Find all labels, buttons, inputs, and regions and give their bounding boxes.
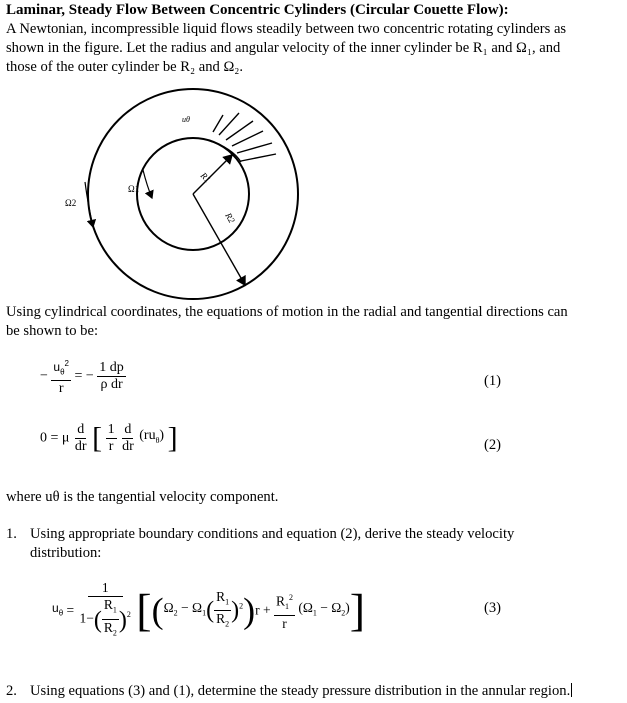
equation-3: $u_\theta$ = 1 1−( $\frac{R_1}{R_2}$ )$^2$ [($\Omega_2 - \Omega_1$( $\frac{R_1}{R_2}$ )$^2$)r + $\frac{R_1^2}{r}$ $(\Omega_1 - \Omega_2)$] [52,580,366,638]
velocity-profile-lines [210,113,276,162]
omega1-label: Ω1 [128,184,140,194]
r2-label: R2 [223,211,237,225]
u-theta-label: uθ [182,115,190,124]
problem-title: Laminar, Steady Flow Between Concentric Cylinders (Circular Couette Flow): [6,2,509,18]
equation-2: 0 = μ $\frac{d}{dr}$ [ $\frac{1}{r}$ $\frac{d}{dr}$ $(ru_\theta)$ ] [40,421,178,455]
omega2-label: Ω2 [65,198,77,208]
question-2-text [30,682,626,700]
where-text: where uθ is the tangential velocity component. [6,489,279,505]
equation-3-number: (3) [484,600,502,616]
r2-arrow [193,194,245,285]
r1-arrow [193,155,232,194]
question-2-number: 2. [6,683,17,699]
omega1-arrow [143,170,152,198]
equation-2-number: (2) [484,437,502,453]
text-cursor [571,683,572,697]
motion-text-line-2: be shown to be: [6,323,99,339]
intro-line-1: A Newtonian, incompressible liquid flows steadily between two concentric rotating cylinders as [6,21,567,37]
question-1-line-1: Using appropriate boundary conditions and equation (2), derive the steady velocity [30,526,515,542]
r1-label: R1 [198,170,213,185]
concentric-cylinders-figure [60,80,320,300]
question-2-text-content: Using equations (3) and (1), determine the steady pressure distribution in the annular region. [30,683,571,699]
intro-line-2: shown in the figure. Let the radius and angular velocity of the inner cylinder be R₁ and Ω₁, and [6,40,561,56]
question-1-number: 1. [6,526,17,542]
equation-1: − $\frac{u_\theta^2}{r}$ = − $\frac{1 dp}{\text{ρ dr}}$ [40,356,126,397]
question-1-line-2: distribution: [30,545,102,561]
motion-text-line-1: Using cylindrical coordinates, the equations of motion in the radial and tangential directions can [6,304,568,320]
intro-line-3: those of the outer cylinder be R₂ and Ω₂. [6,59,244,75]
equation-1-number: (1) [484,373,502,389]
